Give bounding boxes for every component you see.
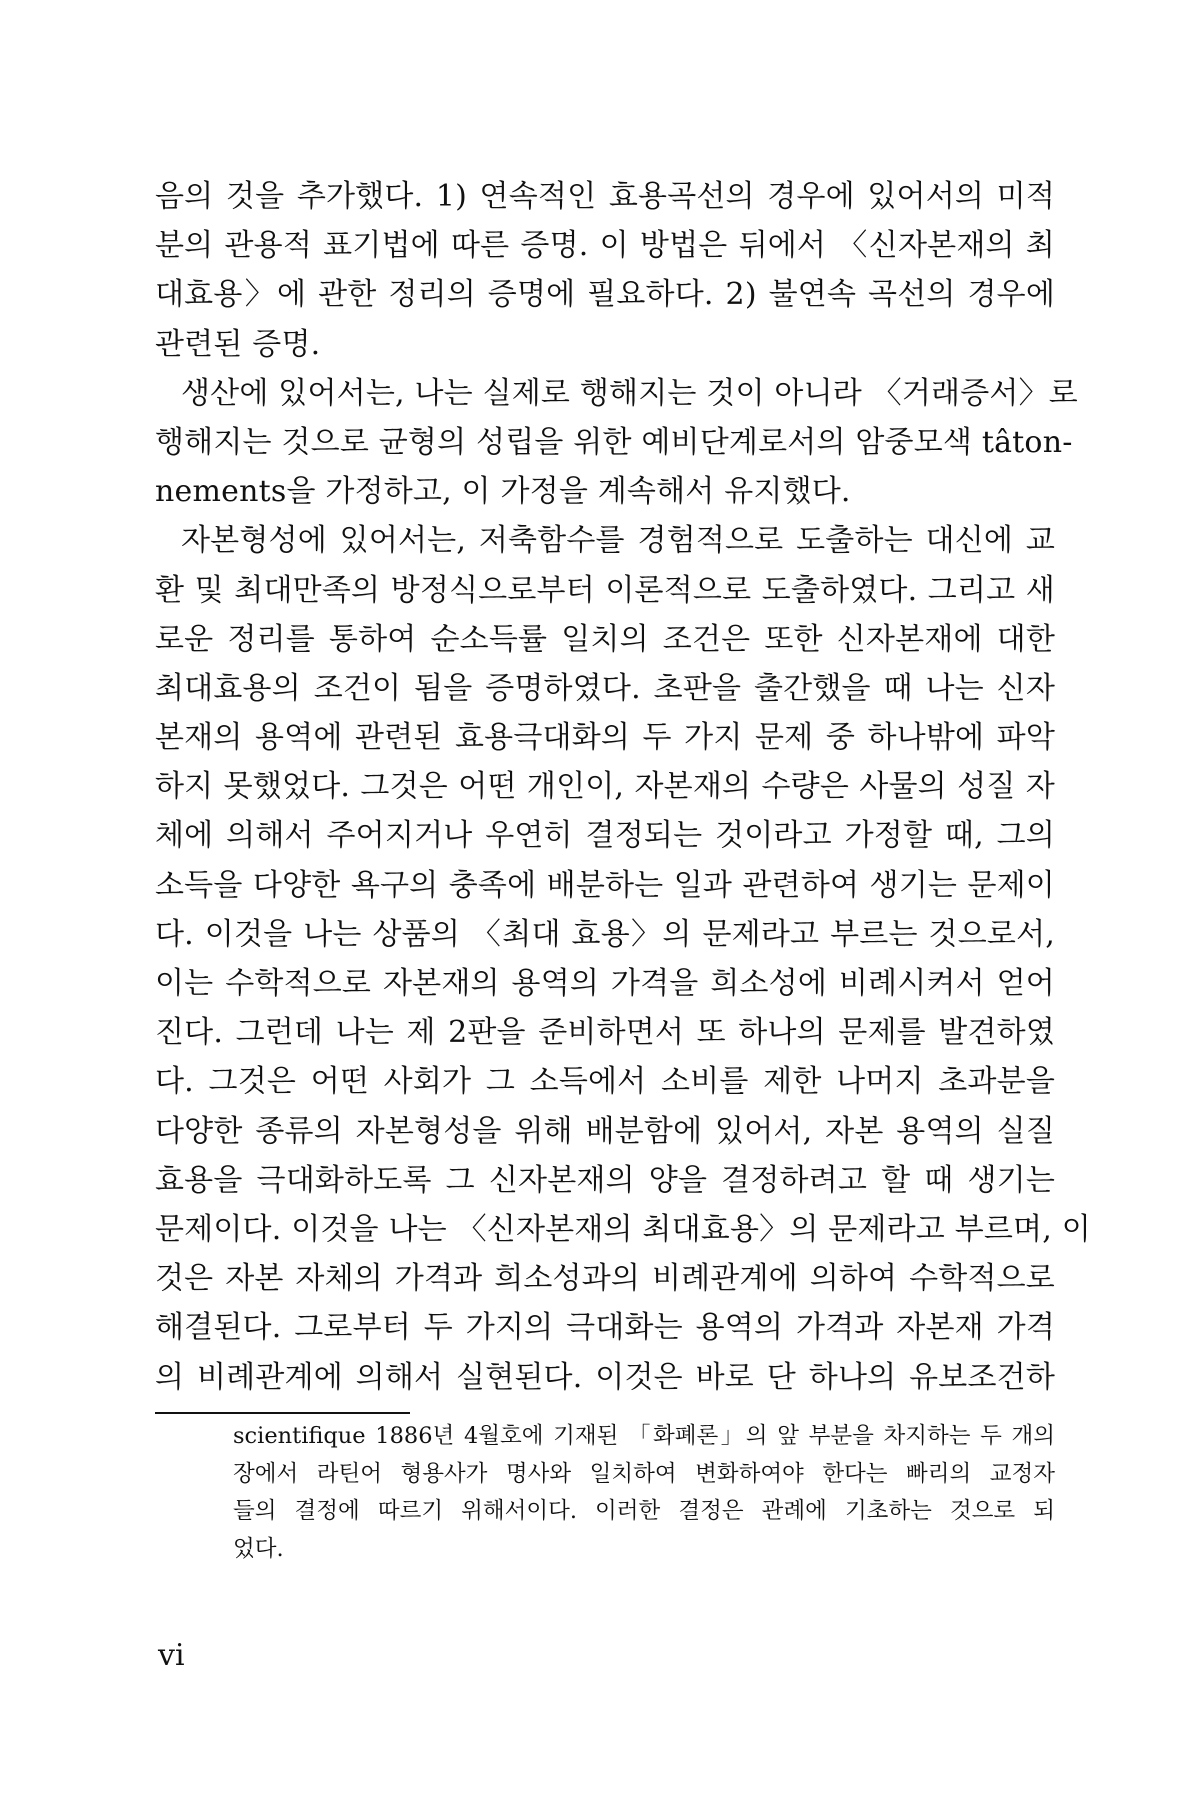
footnote-line: scientifique 1886년 4월호에 기재된 「화폐론」의 앞 부분을 차지하는 두 개의: [233, 1423, 1055, 1449]
body-line: 본재의 용역에 관련된 효용극대화의 두 가지 문제 중 하나밖에 파악: [155, 720, 1055, 756]
body-line: nements을 가정하고, 이 가정을 계속해서 유지했다.: [155, 474, 851, 510]
body-line: 최대효용의 조건이 됨을 증명하였다. 초판을 출간했을 때 나는 신자: [155, 670, 1055, 706]
body-line: 의 비례관계에 의해서 실현된다. 이것은 바로 단 하나의 유보조건하: [155, 1359, 1055, 1395]
body-line: 것은 자본 자체의 가격과 희소성과의 비례관계에 의하여 수학적으로: [155, 1261, 1055, 1297]
body-text: [155, 172, 1091, 1402]
footnote-line: 들의 결정에 따르기 위해서이다. 이러한 결정은 관례에 기초하는 것으로 되: [233, 1498, 1055, 1524]
footnote-line: 었다.: [233, 1535, 284, 1562]
body-line: 대효용〉에 관한 정리의 증명에 필요하다. 2) 불연속 곡선의 경우에: [155, 277, 1055, 313]
body-line: 해결된다. 그로부터 두 가지의 극대화는 용역의 가격과 자본재 가격: [155, 1310, 1055, 1346]
body-line: 환 및 최대만족의 방정식으로부터 이론적으로 도출하였다. 그리고 새: [155, 572, 1055, 608]
body-line: 문제이다. 이것을 나는 〈신자본재의 최대효용〉의 문제라고 부르며, 이: [155, 1211, 1091, 1247]
body-line: 다양한 종류의 자본형성을 위해 배분함에 있어서, 자본 용역의 실질: [155, 1113, 1055, 1149]
footnote: [233, 1418, 1055, 1568]
page-number: vi: [158, 1638, 185, 1673]
body-line: 이는 수학적으로 자본재의 용역의 가격을 희소성에 비례시켜서 얻어: [155, 966, 1055, 1001]
body-line: 다. 이것을 나는 상품의 〈최대 효용〉의 문제라고 부르는 것으로서,: [155, 916, 1055, 952]
body-line: 하지 못했었다. 그것은 어떤 개인이, 자본재의 수량은 사물의 성질 자: [155, 769, 1055, 805]
footnote-line: 장에서 라틴어 형용사가 명사와 일치하여 변화하여야 한다는 빠리의 교정자: [233, 1460, 1055, 1487]
body-line: 분의 관용적 표기법에 따른 증명. 이 방법은 뒤에서 〈신자본재의 최: [155, 228, 1055, 264]
body-line: 음의 것을 추가했다. 1) 연속적인 효용곡선의 경우에 있어서의 미적: [155, 179, 1055, 214]
footnote-separator-rule: [155, 1412, 410, 1414]
body-line: 생산에 있어서는, 나는 실제로 행해지는 것이 아니라 〈거래증서〉로: [181, 375, 1078, 411]
body-line: 자본형성에 있어서는, 저축함수를 경험적으로 도출하는 대신에 교: [181, 523, 1055, 559]
body-line: 진다. 그런데 나는 제 2판을 준비하면서 또 하나의 문제를 발견하였: [155, 1015, 1055, 1051]
body-line: 관련된 증명.: [155, 326, 321, 362]
body-line: 로운 정리를 통하여 순소득률 일치의 조건은 또한 신자본재에 대한: [155, 621, 1055, 657]
body-line: 체에 의해서 주어지거나 우연히 결정되는 것이라고 가정할 때, 그의: [155, 818, 1055, 854]
body-line: 행해지는 것으로 균형의 성립을 위한 예비단계로서의 암중모색 tâton-: [155, 424, 1073, 460]
body-line: 효용을 극대화하도록 그 신자본재의 양을 결정하려고 할 때 생기는: [155, 1162, 1055, 1198]
body-line: 소득을 다양한 욕구의 충족에 배분하는 일과 관련하여 생기는 문제이: [155, 867, 1055, 903]
body-line: 다. 그것은 어떤 사회가 그 소득에서 소비를 제한 나머지 초과분을: [155, 1064, 1055, 1100]
